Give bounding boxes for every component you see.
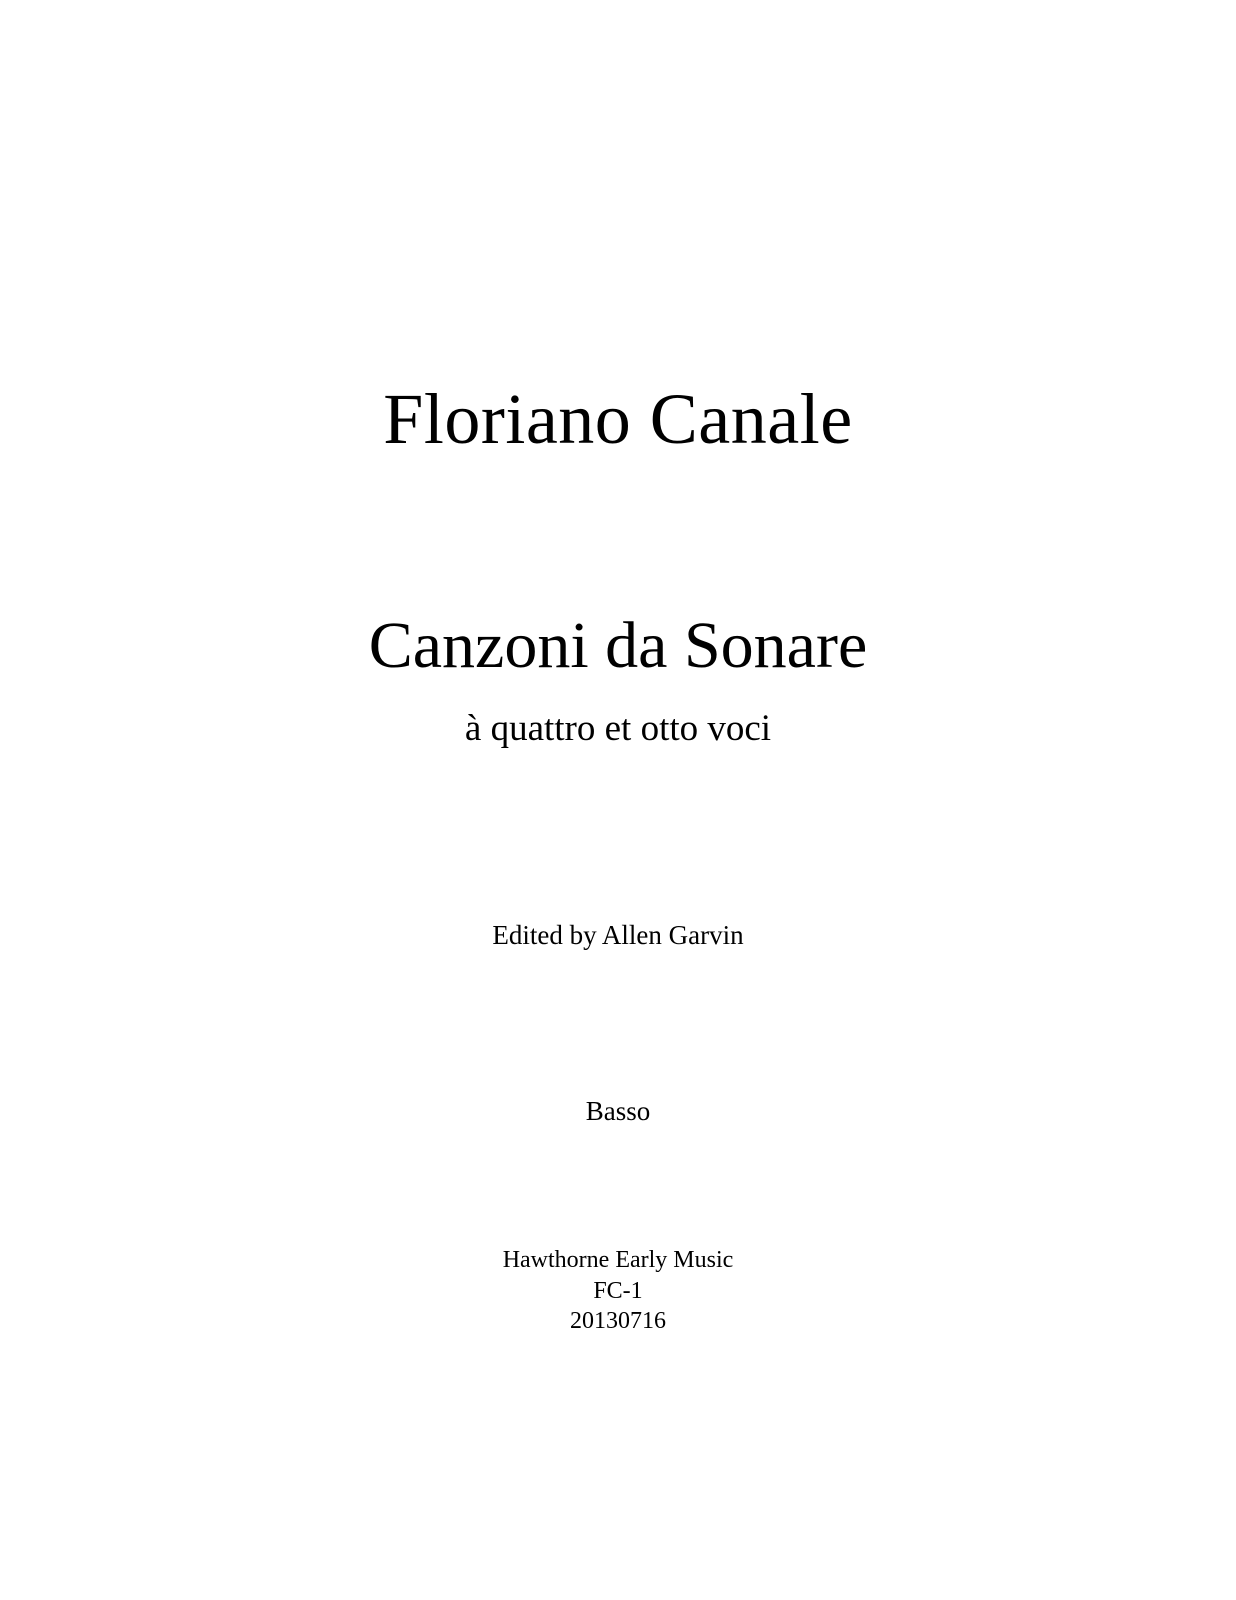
publisher-name: Hawthorne Early Music xyxy=(502,1247,734,1273)
part-name: Basso xyxy=(585,1096,651,1126)
editor-credit: Edited by Allen Garvin xyxy=(492,920,744,950)
catalog-number: FC-1 xyxy=(593,1277,643,1304)
subtitle: à quattro et otto voci xyxy=(464,708,772,749)
date-code: 20130716 xyxy=(570,1308,666,1335)
page-title: Canzoni da Sonare xyxy=(368,609,868,682)
publisher-block xyxy=(0,1245,1236,1337)
composer-name: Floriano Canale xyxy=(383,379,853,459)
